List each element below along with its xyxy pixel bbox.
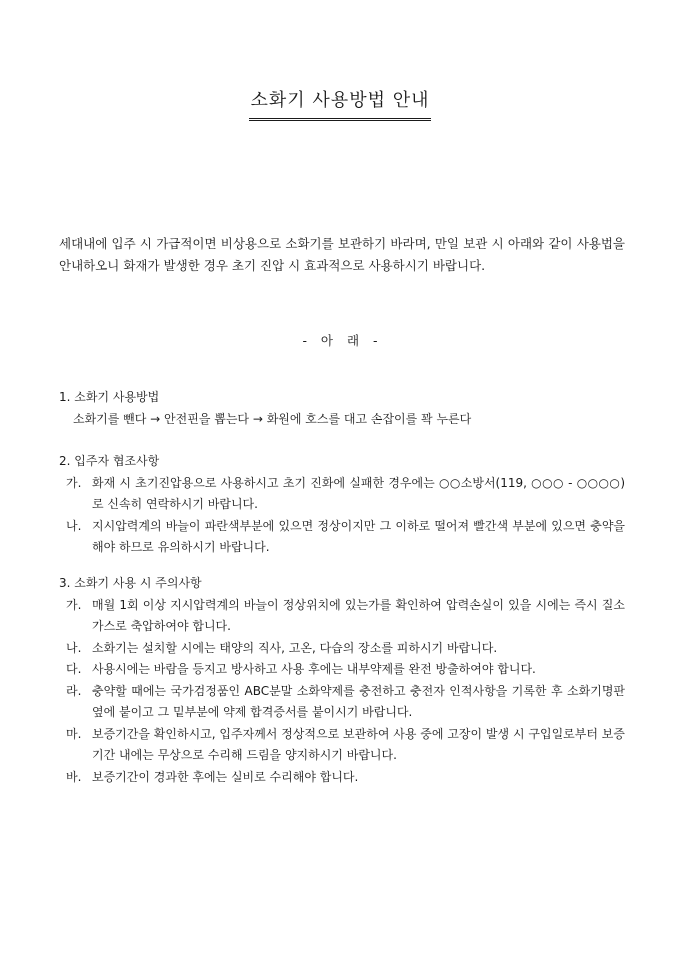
item-marker: 가.	[66, 475, 82, 490]
item-text: 매월 1회 이상 지시압력계의 바늘이 정상위치에 있는가를 확인하여 압력손실이 있을 시에는 즉시 질소가스로 축압하여야 합니다.	[92, 597, 625, 633]
item-marker: 나.	[66, 640, 82, 655]
item-text: 지시압력계의 바늘이 파란색부분에 있으면 정상이지만 그 이하로 떨어져 빨간색 부분에 있으면 충약을 해야 하므로 유의하시기 바랍니다.	[92, 518, 625, 554]
item-marker: 바.	[66, 769, 82, 784]
list-item	[66, 473, 625, 516]
list-item	[66, 516, 625, 559]
item-marker: 나.	[66, 518, 82, 533]
list-item	[66, 595, 625, 638]
item-text: 화재 시 초기진압용으로 사용하시고 초기 진화에 실패한 경우에는 ○○소방서(119, ○○○ - ○○○○)로 신속히 연락하시기 바랍니다.	[92, 475, 625, 511]
item-marker: 라.	[66, 683, 82, 698]
section-title: 3. 소화기 사용 시 주의사항	[59, 576, 202, 590]
section-title: 1. 소화기 사용방법	[59, 390, 160, 404]
section-body: 소화기를 뺀다 → 안전핀을 뽑는다 → 화원에 호스를 대고 손잡이를 꽉 누른다	[73, 411, 472, 426]
list-item	[66, 659, 625, 681]
section-usage	[59, 387, 625, 430]
intro-paragraph: 세대내에 입주 시 가급적이면 비상용으로 소화기를 보관하기 바라며, 만일 보관 시 아래와 같이 사용법을 안내하오니 화재가 발생한 경우 초기 진압 시 효과적으로 사용하시기 바랍니다.	[59, 236, 625, 273]
item-text: 충약할 때에는 국가검정품인 ABC분말 소화약제를 충전하고 충전자 인적사항을 기록한 후 소화기명판 옆에 붙이고 그 밑부분에 약제 합격증서를 붙이시기 바랍니다.	[92, 683, 625, 719]
list-item	[66, 681, 625, 724]
item-text: 보증기간이 경과한 후에는 실비로 수리해야 합니다.	[92, 769, 359, 784]
item-text: 소화기는 설치할 시에는 태양의 직사, 고온, 다습의 장소를 피하시기 바랍니다.	[92, 640, 498, 655]
document-title	[0, 86, 680, 121]
list-item	[66, 638, 625, 660]
section-divider: - 아 래 -	[302, 333, 378, 348]
list-item	[66, 767, 625, 789]
list-item	[66, 724, 625, 767]
item-text: 보증기간을 확인하시고, 입주자께서 정상적으로 보관하여 사용 중에 고장이 발생 시 구입일로부터 보증기간 내에는 무상으로 수리해 드림을 양지하시기 바랍니다.	[92, 726, 625, 762]
document-title-text: 소화기 사용방법 안내	[249, 86, 432, 121]
item-text: 사용시에는 바람을 등지고 방사하고 사용 후에는 내부약제를 완전 방출하여야 합니다.	[92, 662, 536, 676]
section-cooperation	[59, 451, 625, 559]
item-marker: 다.	[66, 662, 82, 676]
item-marker: 마.	[66, 726, 82, 741]
section-precautions	[59, 573, 625, 788]
section-title: 2. 입주자 협조사항	[59, 454, 160, 468]
item-marker: 가.	[66, 597, 82, 612]
